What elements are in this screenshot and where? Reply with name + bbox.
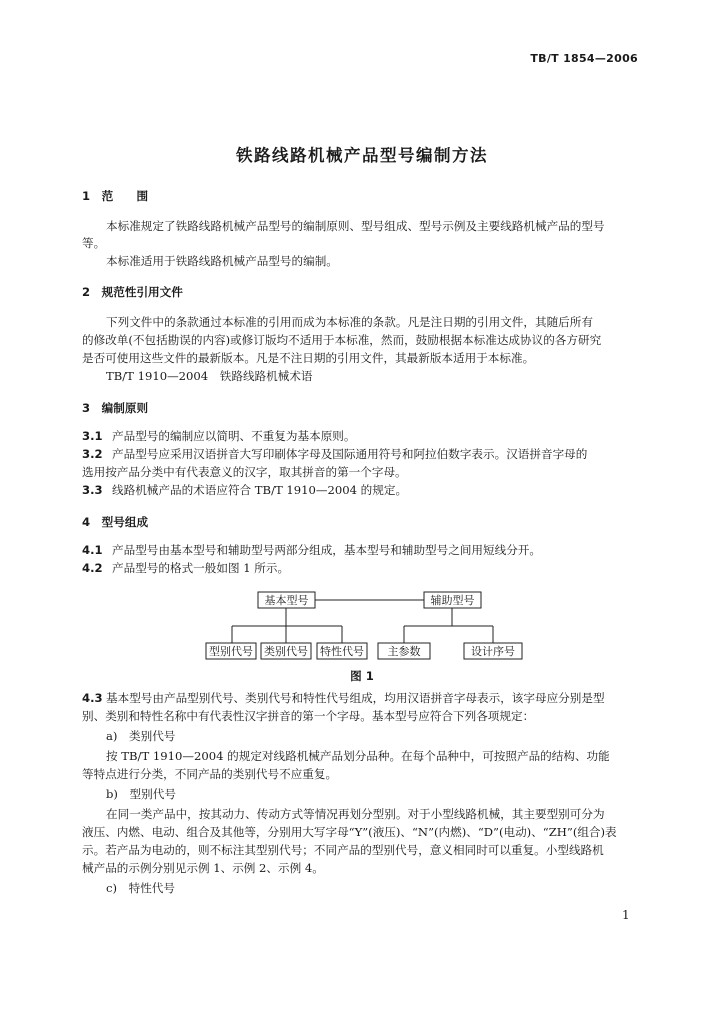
s1-paragraph-1-line-1: 本标准规定了铁路线路机械产品型号的编制原则、型号组成、型号示例及主要线路机械产品的型号: [106, 219, 605, 233]
clause-4-1: 4.1 产品型号由基本型号和辅助型号两部分组成，基本型号和辅助型号之间用短线分开。: [82, 543, 541, 557]
s2-paragraph-line-3: 是否可使用这些文件的最新版本。凡是不注日期的引用文件，其最新版本适用于本标准。: [82, 351, 535, 365]
design-seq-label: 设计序号: [471, 645, 515, 658]
item-b-line-1: 在同一类产品中，按其动力、传动方式等情况再划分型别。对于小型线路机械，其主要型别可分为: [106, 807, 605, 821]
item-b-label: b) 型别代号: [106, 787, 176, 801]
clause-3-1: 3.1 产品型号的编制应以简明、不重复为基本原则。: [82, 429, 356, 443]
s1-paragraph-1-line-2: 等。: [82, 236, 106, 250]
item-a-line-1: 按 TB/T 1910—2004 的规定对线路机械产品划分品种。在每个品种中，可按照产品的结构、功能: [106, 749, 610, 763]
clause-3-2-line-2: 选用按产品分类中有代表意义的汉字，取其拼音的第一个字母。: [82, 465, 407, 479]
item-b-line-2: 液压、内燃、电动、组合及其他等，分别用大写字母“Y”(液压)、“N”(内燃)、“D”(电动)、“ZH”(组合)表: [82, 825, 617, 839]
aux-model-label: 辅助型号: [430, 594, 475, 607]
clause-3-2-line-1: 3.2 产品型号应采用汉语拼音大写印刷体字母及国际通用符号和阿拉伯数字表示。汉语拼音字母的: [82, 447, 588, 461]
s1-paragraph-2: 本标准适用于铁路线路机械产品型号的编制。: [106, 254, 338, 268]
item-a-line-2: 等特点进行分类，不同产品的类别代号不应重复。: [82, 767, 338, 781]
clause-4-3-line-1: 4.3 基本型号由产品型别代号、类别代号和特性代号组成，均用汉语拼音字母表示，该字母应分别是型: [82, 691, 605, 705]
section-3-heading: 3 编制原则: [82, 401, 149, 415]
item-c-label: c) 特性代号: [106, 881, 175, 895]
page-number: 1: [622, 908, 630, 922]
clause-3-3: 3.3 线路机械产品的术语应符合 TB/T 1910—2004 的规定。: [82, 483, 408, 497]
section-1-heading: 1 范 围: [82, 189, 149, 203]
s2-paragraph-line-2: 的修改单(不包括勘误的内容)或修订版均不适用于本标准，然而，鼓励根据本标准达成协议的各方研究: [82, 333, 602, 347]
basic-model-label: 基本型号: [264, 594, 309, 607]
item-a-label: a) 类别代号: [106, 729, 176, 743]
clause-4-2: 4.2 产品型号的格式一般如图 1 所示。: [82, 561, 290, 575]
document-title: 铁路线路机械产品型号编制方法: [236, 146, 488, 165]
s2-reference: TB/T 1910—2004 铁路线路机械术语: [106, 369, 313, 383]
clause-4-3-line-2: 别、类别和特性名称中有代表性汉字拼音的第一个字母。基本型号应符合下列各项规定：: [82, 709, 535, 723]
type-code-label: 型别代号: [209, 645, 253, 658]
figure-1-caption: 图 1: [350, 669, 374, 683]
standard-code-header: TB/T 1854—2006: [530, 52, 638, 65]
feature-code-label: 特性代号: [320, 645, 364, 658]
section-2-heading: 2 规范性引用文件: [82, 285, 183, 299]
section-4-heading: 4 型号组成: [82, 515, 149, 529]
item-b-line-4: 械产品的示例分别见示例 1、示例 2、示例 4。: [82, 861, 324, 875]
item-b-line-3: 示。若产品为电动的，则不标注其型别代号；不同产品的型别代号，意义相同时可以重复。小型线路机: [82, 843, 604, 857]
class-code-label: 类别代号: [264, 645, 308, 658]
s2-paragraph-line-1: 下列文件中的条款通过本标准的引用而成为本标准的条款。凡是注日期的引用文件，其随后所有: [106, 315, 593, 329]
main-param-label: 主参数: [387, 645, 421, 658]
